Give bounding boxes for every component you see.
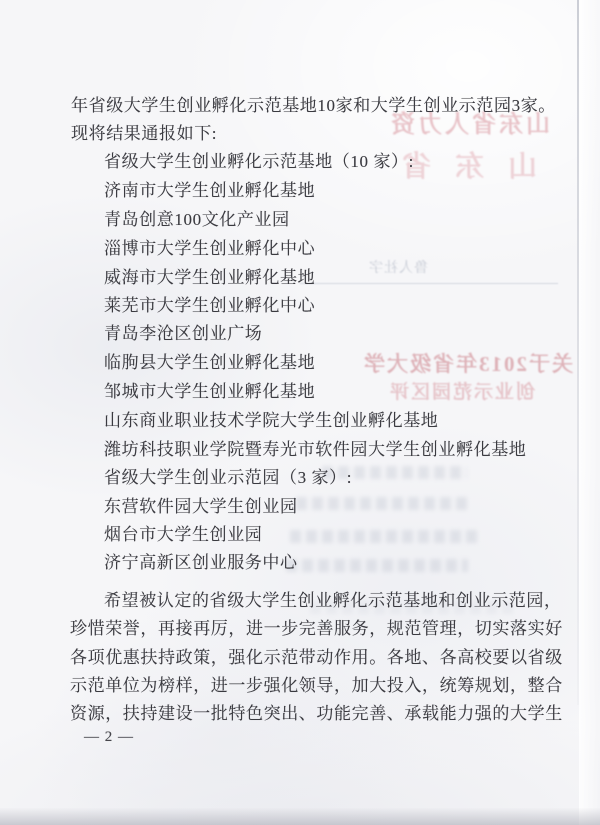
section-header-incubator: 省级大学生创业孵化示范基地（10 家）: [104,152,414,171]
list-item: 烟台市大学生创业园 [104,525,263,544]
list-item: 莱芜市大学生创业孵化中心 [104,296,316,315]
paragraph-line: 希望被认定的省级大学生创业孵化示范基地和创业示范园， [104,591,562,610]
list-item: 青岛创意100文化产业园 [104,210,290,229]
list-item: 济宁高新区创业服务中心 [104,553,298,572]
paragraph-line: 珍惜荣誉，再接再厉，进一步完善服务，规范管理，切实落实好 [70,619,563,638]
list-item: 淄博市大学生创业孵化中心 [104,239,316,258]
page-bottom-shadow [0,808,600,825]
bleedthrough-smudge [296,497,468,510]
bleedthrough-red-title-line2: 创业示范园区评 [388,382,536,403]
bleedthrough-red-letterhead-line1: 山东省人力资 [388,112,550,138]
list-item: 临朐县大学生创业孵化基地 [104,353,316,372]
page-number: — 2 — [84,729,134,745]
list-item: 山东商业职业技术学院大学生创业孵化基地 [104,411,439,430]
bleedthrough-rule-line [300,283,558,284]
bleedthrough-red-letterhead-line2: 山东省 [378,151,538,183]
paragraph-line: 资源，扶持建设一批特色突出、功能完善、承载能力强的大学生 [70,704,563,723]
list-item: 青岛李沧区创业广场 [104,324,263,343]
paragraph-line: 示范单位为榜样，进一步强化领导，加大投入，统筹规划，整合 [70,676,563,695]
list-item: 潍坊科技职业学院暨寿光市软件园大学生创业孵化基地 [104,440,527,459]
list-item: 邹城市大学生创业孵化基地 [104,382,316,401]
paragraph-line: 各项优惠扶持政策，强化示范带动作用。各地、各高校要以省级 [70,648,563,667]
bleedthrough-smudge [286,559,468,572]
bleedthrough-doc-number: 鲁人社字 [368,261,428,276]
list-item: 济南市大学生创业孵化基地 [104,181,316,200]
section-header-park: 省级大学生创业示范园（3 家）: [104,468,353,487]
bleedthrough-red-title-line1: 关于2013年省级大学 [362,352,573,376]
list-item: 东营软件园大学生创业园 [104,497,298,516]
list-item: 威海市大学生创业孵化基地 [104,268,316,287]
intro-line: 年省级大学生创业孵化示范基地10家和大学生创业示范园3家。 [71,96,556,115]
intro-line: 现将结果通报如下: [71,124,218,143]
page-edge-strip [579,0,600,825]
bleedthrough-smudge [290,530,478,543]
